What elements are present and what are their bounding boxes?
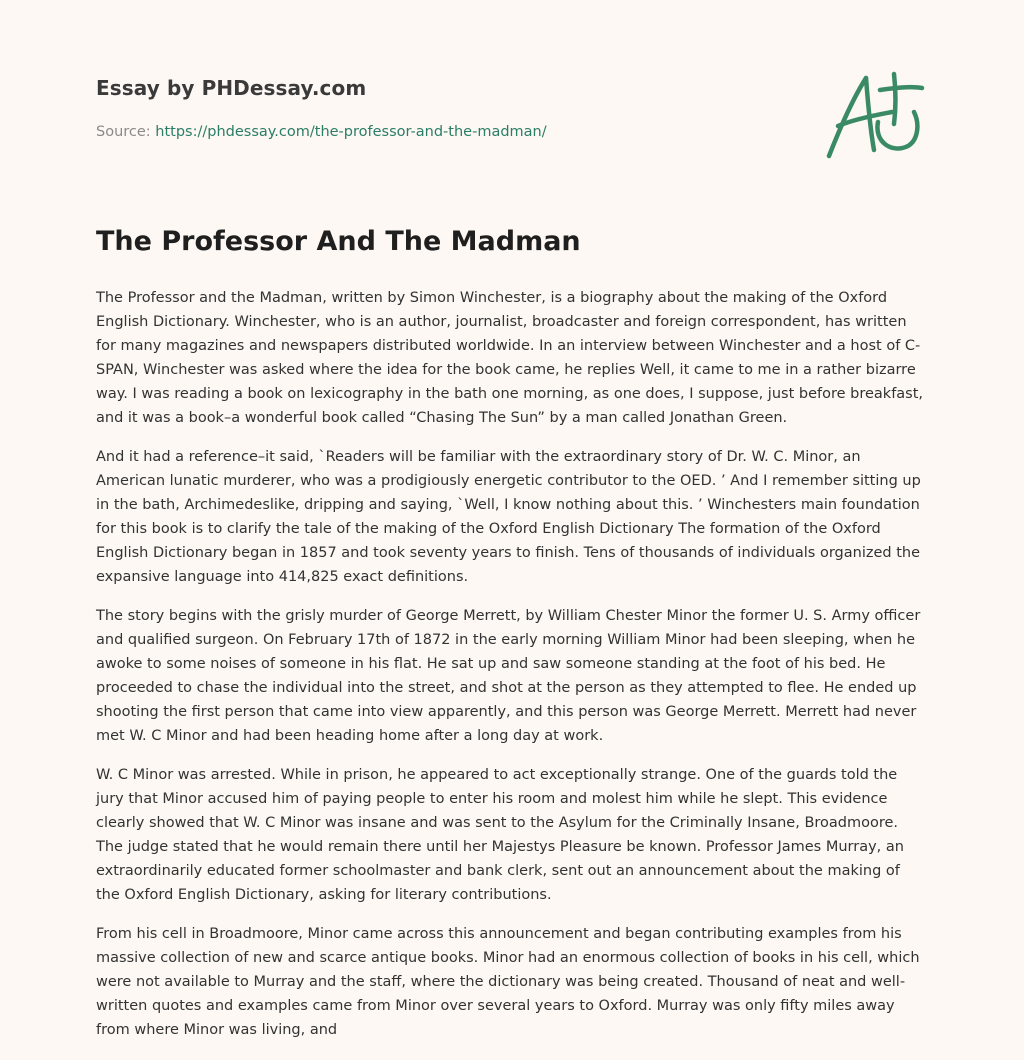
site-brand: Essay by PHDessay.com [96, 76, 367, 100]
essay-paragraph: And it had a reference–it said, `Readers will be familiar with the extraordinary story of Dr. W. C. Minor, an American lunatic murderer, who was a prodigiously energetic contributor to the OED. ’ And I remember sitting up in the bath, Archimedeslike, dripping and saying, `Well, I know nothing about this. ’ Winchesters main foundation for this book is to clarify the tale of the making of the Oxford English Dictionary The formation of the Oxford English Dictionary began in 1857 and took seventy years to finish. Tens of thousands of individuals organized the expansive language into 414,825 exact definitions. [96, 449, 921, 585]
page-title: The Professor And The Madman [96, 226, 581, 257]
essay-paragraph: The Professor and the Madman, written by Simon Winchester, is a biography about the making of the Oxford English Dictionary. Winchester, who is an author, journalist, broadcaster and foreign correspondent, has written for many magazines and newspapers distributed worldwide. In an interview between Winchester and a host of C-SPAN, Winchester was asked where the idea for the book came, he replies Well, it came to me in a rather bizarre way. I was reading a book on lexicography in the bath one morning, as one does, I suppose, just before breakfast, and it was a book–a wonderful book called “Chasing The Sun” by a man called Jonathan Green. [96, 290, 924, 426]
a-plus-logo [822, 66, 928, 166]
essay-paragraph: From his cell in Broadmoore, Minor came across this announcement and began contributing examples from his massive collection of new and scarce antique books. Minor had an enormous collection of books in his cell, which were not available to Murray and the staff, where the dictionary was being created. Thousand of neat and well-written quotes and examples came from Minor over several years to Oxford. Murray was only fifty miles away from where Minor was living, and [96, 926, 920, 1038]
essay-body [96, 286, 928, 1057]
essay-header [96, 76, 928, 140]
essay-paragraph: The story begins with the grisly murder of George Merrett, by William Chester Minor the former U. S. Army officer and qualified surgeon. On February 17th of 1872 in the early morning William Minor had been sleeping, when he awoke to some noises of someone in his flat. He sat up and saw someone standing at the foot of his bed. He proceeded to chase the individual into the street, and shot at the person as they attempted to flee. He ended up shooting the first person that came into view apparently, and this person was George Merrett. Merrett had never met W. C Minor and had been heading home after a long day at work. [96, 608, 921, 744]
source-label: Source: [96, 124, 151, 140]
essay-paragraph: W. C Minor was arrested. While in prison, he appeared to act exceptionally strange. One of the guards told the jury that Minor accused him of paying people to enter his room and molest him while he slept. This evidence clearly showed that W. C Minor was insane and was sent to the Asylum for the Criminally Insane, Broadmoore. The judge stated that he would remain there until her Majestys Pleasure be known. Professor James Murray, an extraordinarily educated former schoolmaster and bank clerk, sent out an announcement about the making of the Oxford English Dictionary, asking for literary contributions. [96, 767, 904, 903]
source-line [96, 124, 547, 140]
source-link[interactable]: https://phdessay.com/the-professor-and-the-madman/ [155, 124, 547, 140]
a-plus-logo-icon [822, 66, 928, 166]
